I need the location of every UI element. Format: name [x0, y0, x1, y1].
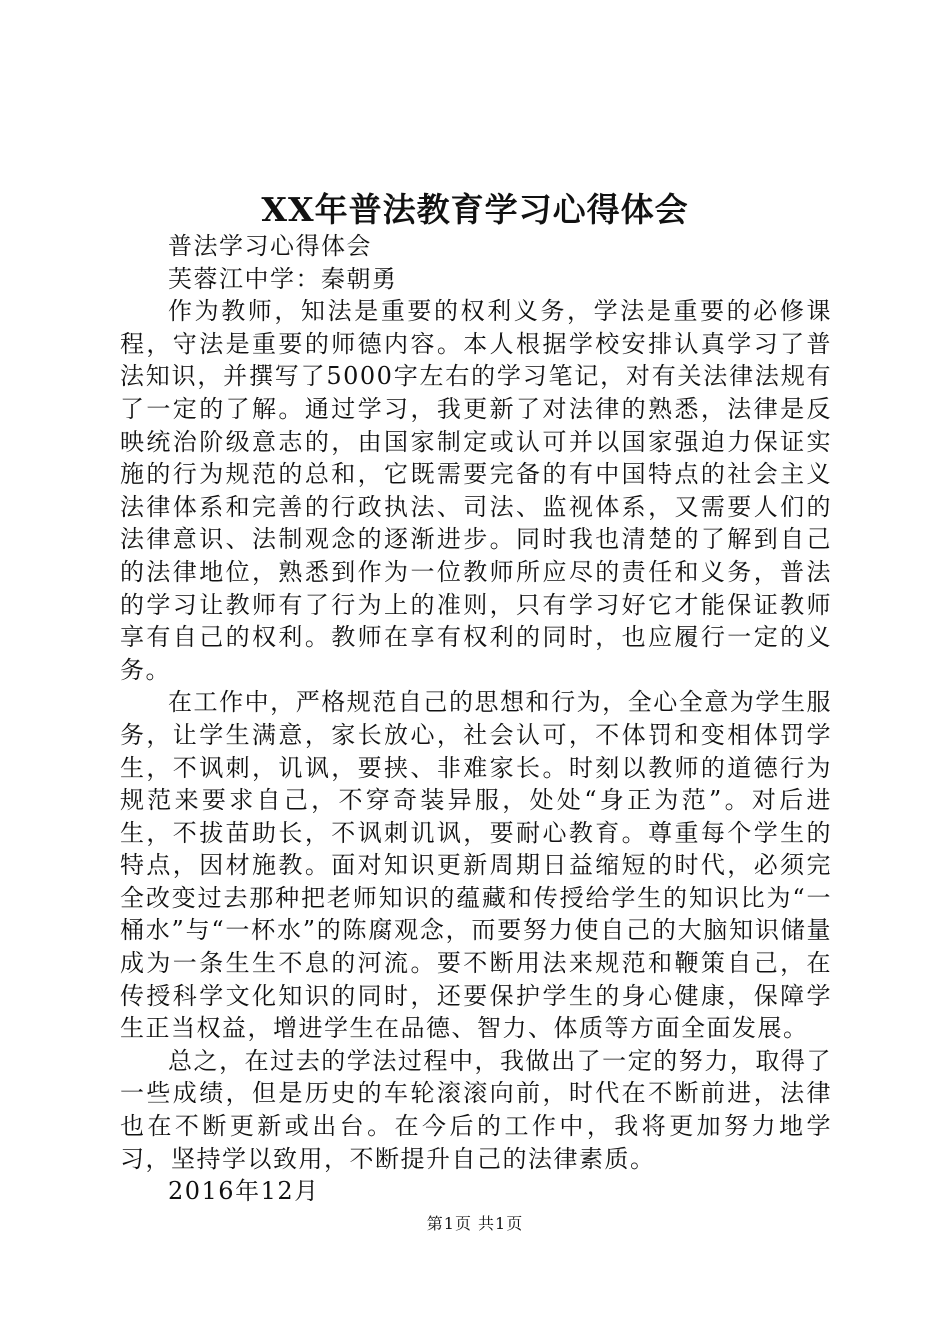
body-paragraph: 在工作中，严格规范自己的思想和行为，全心全意为学生服务，让学生满意，家长放心，社会认可，不体罚和变相体罚学生，不讽刺，讥讽，要挟、非难家长。时刻以教师的道德行为规范来要求自己，不穿奇装异服，处处“身正为范”。对后进生，不拔苗助长，不讽刺讥讽，要耐心教育。尊重每个学生的特点，因材施教。面对知识更新周期日益缩短的时代，必须完全改变过去那种把老师知识的蕴藏和传授给学生的知识比为“一桶水”与“一杯水”的陈腐观念，而要努力使自己的大脑知识储量成为一条生生不息的河流。要不断用法来规范和鞭策自己，在传授科学文化知识的同时，还要保护学生的身心健康，保障学生正当权益，增进学生在品德、智力、体质等方面全面发展。 — [120, 688, 832, 1043]
date-line: 2016年12月 — [168, 1177, 320, 1206]
subtitle-line: 普法学习心得体会 — [168, 232, 372, 260]
body-paragraph: 总之，在过去的学法过程中，我做出了一定的努力，取得了一些成绩，但是历史的车轮滚滚向前，时代在不断前进，法律也在不断更新或出台。在今后的工作中，我将更加努力地学习，坚持学以致用，不断提升自己的法律素质。 — [120, 1046, 832, 1173]
author-line: 芙蓉江中学：秦朝勇 — [168, 264, 398, 293]
page-number-footer: 第1页 共1页 — [426, 1214, 524, 1233]
body-paragraph: 作为教师，知法是重要的权利义务，学法是重要的必修课程，守法是重要的师德内容。本人根据学校安排认真学习了普法知识，并撰写了5000字左右的学习笔记，对有关法律法规有了一定的了解。通过学习，我更新了对法律的熟悉，法律是反映统治阶级意志的，由国家制定或认可并以国家强迫力保证实施的行为规范的总和，它既需要完备的有中国特点的社会主义法律体系和完善的行政执法、司法、监视体系，又需要人们的法律意识、法制观念的逐渐进步。同时我也清楚的了解到自己的法律地位，熟悉到作为一位教师所应尽的责任和义务，普法的学习让教师有了行为上的准则，只有学习好它才能保证教师享有自己的权利。教师在享有权利的同时，也应履行一定的义务。 — [120, 297, 832, 684]
document-title: XX年普法教育学习心得体会 — [261, 190, 689, 229]
document-body — [120, 230, 832, 1208]
